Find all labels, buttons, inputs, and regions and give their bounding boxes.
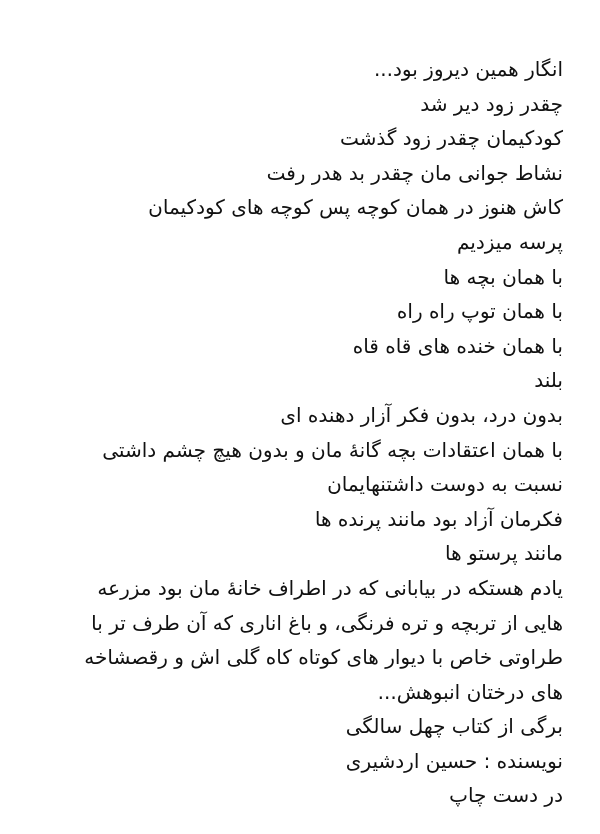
poem-line: پرسه میزدیم (456, 229, 563, 254)
poem-line: مانند پرستو ها (445, 541, 563, 566)
poem-line: بلند (534, 368, 563, 393)
poem-line: طراوتی خاص با دیوار های کوتاه کاه گلی اش و رقصشاخه (84, 645, 563, 670)
book-title-line: برگی از کتاب چهل سالگی (345, 714, 563, 739)
publication-status-line: در دست چاپ (449, 783, 563, 808)
poem-line: هایی از تربچه و تره فرنگی، و باغ اناری که آن طرف تر با (91, 610, 563, 635)
poem-line: چقدر زود دیر شد (420, 91, 563, 116)
poem-line: با همان توپ راه راه (396, 299, 563, 324)
poem-line: فکرمان آزاد بود مانند پرنده ها (314, 506, 563, 531)
poem-line: بدون درد، بدون فکر آزار دهنده ای (280, 402, 563, 427)
poem-line: با همان بچه ها (443, 264, 563, 289)
poem-line: نسبت به دوست داشتنهایمان (327, 472, 563, 497)
poem-text (23, 52, 563, 813)
poem-line: یادم هستکه در بیابانی که در اطراف خانهٔ مان بود مزرعه (97, 575, 563, 600)
poem-line: کاش هنوز در همان کوچه پس کوچه های کودکیمان (148, 195, 563, 220)
poem-line: نشاط جوانی مان چقدر بد هدر رفت (266, 160, 563, 185)
poem-line: با همان خنده های قاه قاه (352, 333, 563, 358)
poem-line: کودکیمان چقدر زود گذشت (339, 126, 563, 151)
poem-line: های درختان انبوهش... (377, 679, 563, 704)
author-line: نویسنده : حسین اردشیری (345, 748, 563, 773)
poem-line: با همان اعتقادات بچه گانهٔ مان و بدون هیچ چشم داشتی (102, 437, 563, 462)
poem-line: انگار همین دیروز بود... (373, 57, 563, 81)
